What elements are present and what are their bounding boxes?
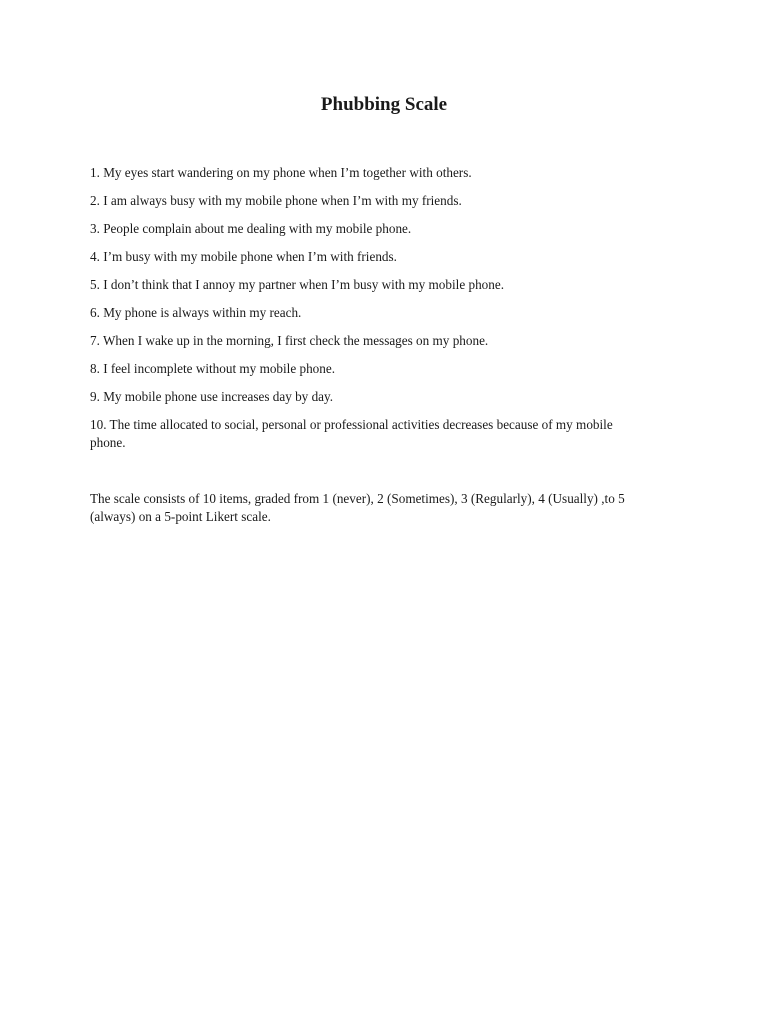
scale-description: The scale consists of 10 items, graded from 1 (never), 2 (Sometimes), 3 (Regularly), 4 (Usually) ,to 5 (always) on a 5-point Likert scale. (90, 491, 625, 524)
scale-items-list (90, 164, 650, 462)
scale-item-6: 6. My phone is always within my reach. (90, 305, 302, 320)
scale-item-10: 10. The time allocated to social, personal or professional activities decreases because of my mobile phone. (90, 417, 613, 450)
scale-item-1: 1. My eyes start wandering on my phone when I’m together with others. (90, 165, 472, 180)
scale-item-9: 9. My mobile phone use increases day by day. (90, 389, 334, 404)
scale-item-2: 2. I am always busy with my mobile phone when I’m with my friends. (90, 193, 462, 208)
scale-item-5: 5. I don’t think that I annoy my partner when I’m busy with my mobile phone. (90, 277, 504, 292)
document-title: Phubbing Scale (320, 94, 448, 115)
scale-item-7: 7. When I wake up in the morning, I first check the messages on my phone. (90, 333, 489, 348)
scale-item-3: 3. People complain about me dealing with my mobile phone. (90, 221, 412, 236)
scale-item-4: 4. I’m busy with my mobile phone when I’m with friends. (90, 249, 397, 264)
scale-item-8: 8. I feel incomplete without my mobile phone. (90, 361, 336, 376)
